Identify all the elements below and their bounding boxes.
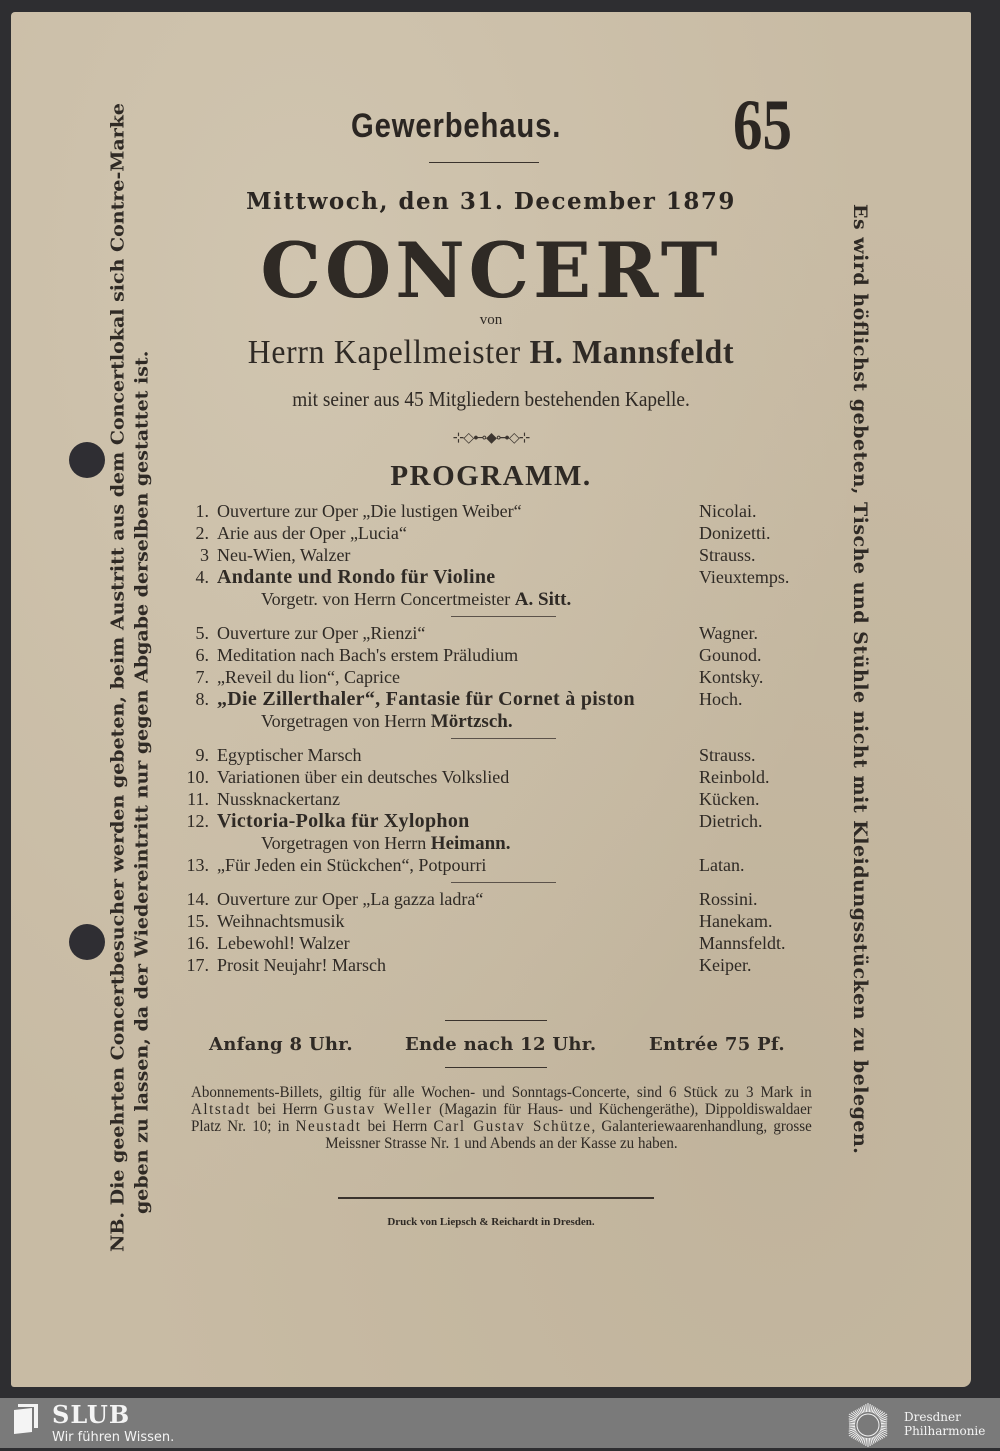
item-number: 4. — [195, 567, 209, 587]
performer-name: Heimann. — [430, 833, 511, 854]
footer-bar — [0, 1398, 1000, 1448]
item-number: 6. — [195, 645, 209, 665]
programme-item — [181, 544, 821, 566]
logo-ray — [866, 1404, 867, 1412]
programme-item — [181, 932, 821, 954]
side-note-left-line2: geben zu lassen, da der Wiedereintritt nur gegen Abgabe derselben gestattet ist. — [131, 350, 152, 1214]
punch-hole-icon — [69, 924, 105, 960]
item-composer: Reinbold. — [699, 767, 770, 787]
item-title: „Für Jeden ein Stückchen“, Potpourri — [217, 855, 487, 875]
programme-item — [181, 644, 821, 666]
item-title: Lebewohl! Walzer — [217, 933, 350, 953]
item-composer: Kücken. — [699, 789, 760, 809]
programme-heading — [11, 460, 971, 493]
item-composer: Nicolai. — [699, 501, 757, 521]
conductor-line — [45, 334, 938, 372]
programme-item — [181, 954, 821, 976]
item-number: 11. — [187, 789, 209, 809]
item-number: 14. — [186, 889, 209, 909]
start-time: Anfang 8 Uhr. — [209, 1034, 353, 1055]
logo-ray — [869, 1438, 870, 1446]
side-note-left-line1: NB. Die geehrten Concertbesucher werden gebeten, beim Austritt aus dem Concertlokal sich Contre-Marke — [107, 103, 129, 1252]
item-title: Prosit Neujahr! Marsch — [217, 955, 386, 975]
item-composer: Vieuxtemps. — [699, 567, 790, 587]
logo-ray — [849, 1428, 855, 1429]
item-number: 17. — [186, 955, 209, 975]
logo-ray — [849, 1421, 855, 1422]
programme-item — [181, 622, 821, 644]
item-composer: Keiper. — [699, 955, 752, 975]
programme-item — [181, 500, 821, 522]
item-title: „Die Zillerthaler“, Fantasie für Cornet à piston — [217, 688, 635, 710]
performer-line — [181, 832, 821, 854]
philharmonie-logo-icon — [842, 1399, 894, 1451]
programme-item — [181, 910, 821, 932]
item-composer: Gounod. — [699, 645, 762, 665]
concert-title-text: CONCERT — [260, 226, 722, 315]
item-composer: Mannsfeldt. — [699, 933, 786, 953]
ornament-divider-icon: ⊹◇⊷◆⊶◇⊹ — [452, 431, 530, 446]
printer-credit: Druck von Liepsch & Reichardt in Dresden. — [387, 1216, 595, 1228]
item-composer: Hoch. — [699, 689, 743, 709]
item-number: 15. — [186, 911, 209, 931]
subscription-text: bei Herrn — [361, 1118, 434, 1135]
logo-ray — [881, 1426, 887, 1427]
item-title: Ouverture zur Oper „Die lustigen Weiber“ — [217, 501, 522, 521]
programme-list — [181, 500, 821, 976]
programme-item — [181, 688, 821, 710]
item-composer: Strauss. — [699, 745, 756, 765]
end-time: Ende nach 12 Uhr. — [405, 1034, 597, 1055]
conductor-name: H. Mannsfeldt — [529, 334, 735, 371]
programme-item — [181, 854, 821, 876]
subscription-text: Abonnements-Billets, giltig für alle Wochen- und Sonntags-Concerte, sind 6 Stück zu 3 Mark in — [191, 1084, 812, 1101]
subscription-text: (Magazin für Haus- und Küchengeräthe), Dippoldiswaldaer Platz Nr. 10; in — [191, 1101, 812, 1135]
item-title: Meditation nach Bach's erstem Präludium — [217, 645, 519, 665]
performer-name: A. Sitt. — [514, 589, 572, 610]
item-title: Weihnachtsmusik — [217, 911, 345, 931]
divider — [338, 1197, 654, 1199]
subscription-altstadt: Altstadt — [191, 1101, 252, 1118]
logo-ray — [881, 1421, 887, 1422]
item-title: Ouverture zur Oper „Rienzi“ — [217, 623, 426, 643]
divider — [445, 1020, 547, 1021]
subscription-text: , Galanteriewaarenhandlung, grosse Meissner Strasse Nr. 1 und Abends an der Kasse zu haben. — [325, 1118, 812, 1152]
programme-item — [181, 566, 821, 588]
subscription-weller: Gustav Weller — [323, 1101, 433, 1118]
side-note-left — [106, 82, 154, 1252]
item-composer: Strauss. — [699, 545, 756, 565]
item-composer: Latan. — [699, 855, 745, 875]
slub-brand: SLUB — [52, 1400, 131, 1429]
philharmonie-brand-line1: Dresdner — [904, 1410, 961, 1424]
item-number: 8. — [195, 689, 209, 709]
item-title: Variationen über ein deutsches Volkslied — [217, 767, 510, 787]
performer-line — [181, 710, 821, 732]
item-title: Victoria-Polka für Xylophon — [217, 810, 470, 832]
programme-heading-text: PROGRAMM. — [390, 460, 592, 492]
von-label: von — [479, 312, 503, 328]
punch-hole-icon — [69, 442, 105, 478]
programme-item — [181, 666, 821, 688]
item-number: 16. — [186, 933, 209, 953]
venue-title: Gewerbehaus. — [351, 107, 562, 145]
programme-number: 65 — [733, 85, 793, 165]
conductor-prefix: Herrn Kapellmeister — [247, 334, 521, 371]
subscription-neustadt: Neustadt — [295, 1118, 362, 1135]
programme-item — [181, 888, 821, 910]
performer-name: Mörtzsch. — [430, 711, 513, 732]
performer-prefix: Vorgetragen von Herrn — [261, 833, 427, 853]
concert-date: Mittwoch, den 31. December 1879 — [246, 188, 736, 215]
performer-prefix: Vorgetr. von Herrn Concertmeister — [261, 589, 511, 609]
item-number: 10. — [186, 767, 209, 787]
item-number: 7. — [195, 667, 209, 687]
performer-line — [181, 588, 821, 610]
side-note-right: Es wird höflichst gebeten, Tische und Stühle nicht mit Kleidungsstücken zu belegen. — [849, 204, 871, 1155]
programme-item — [181, 522, 821, 544]
logo-ray — [849, 1426, 855, 1427]
item-composer: Rossini. — [699, 889, 758, 909]
item-composer: Wagner. — [699, 623, 759, 643]
philharmonie-brand — [904, 1410, 985, 1438]
item-number: 1. — [195, 501, 209, 521]
programme-item — [181, 744, 821, 766]
programme-item — [181, 788, 821, 810]
item-number: 9. — [195, 745, 209, 765]
item-title: Egyptischer Marsch — [217, 745, 362, 765]
logo-ray — [849, 1423, 855, 1424]
programme-item — [181, 810, 821, 832]
subscription-schuetze: Carl Gustav Schütze — [433, 1118, 592, 1135]
item-number: 3 — [200, 545, 209, 565]
item-number: 2. — [195, 523, 209, 543]
orchestra-description: mit seiner aus 45 Mitgliedern bestehenden Kapelle. — [292, 387, 690, 411]
item-title: Andante und Rondo für Violine — [217, 566, 496, 588]
item-title: Arie aus der Oper „Lucia“ — [217, 523, 407, 543]
logo-ray — [881, 1428, 887, 1429]
divider — [429, 162, 539, 163]
item-number: 13. — [186, 855, 209, 875]
logo-ray — [881, 1423, 887, 1424]
logo-ray — [866, 1438, 867, 1446]
item-composer: Kontsky. — [699, 667, 764, 687]
item-title: Neu-Wien, Walzer — [217, 545, 351, 565]
item-title: „Reveil du lion“, Caprice — [217, 667, 400, 687]
subscription-text: bei Herrn — [251, 1101, 324, 1118]
item-title: Nussknackertanz — [217, 789, 340, 809]
concert-programme-sheet — [11, 12, 971, 1387]
item-composer: Hanekam. — [699, 911, 773, 931]
item-composer: Donizetti. — [699, 523, 771, 543]
item-composer: Dietrich. — [699, 811, 763, 831]
logo-ray — [869, 1404, 870, 1412]
item-number: 12. — [186, 811, 209, 831]
slub-logo-icon — [14, 1404, 40, 1434]
entry-price: Entrée 75 Pf. — [649, 1034, 785, 1055]
divider — [445, 1067, 547, 1068]
slub-tagline: Wir führen Wissen. — [52, 1430, 175, 1445]
item-title: Ouverture zur Oper „La gazza ladra“ — [217, 889, 484, 909]
item-number: 5. — [195, 623, 209, 643]
performer-prefix: Vorgetragen von Herrn — [261, 711, 427, 731]
concert-title — [11, 226, 971, 315]
philharmonie-brand-line2: Philharmonie — [904, 1424, 986, 1438]
programme-item — [181, 766, 821, 788]
subscription-notice — [191, 1084, 812, 1152]
